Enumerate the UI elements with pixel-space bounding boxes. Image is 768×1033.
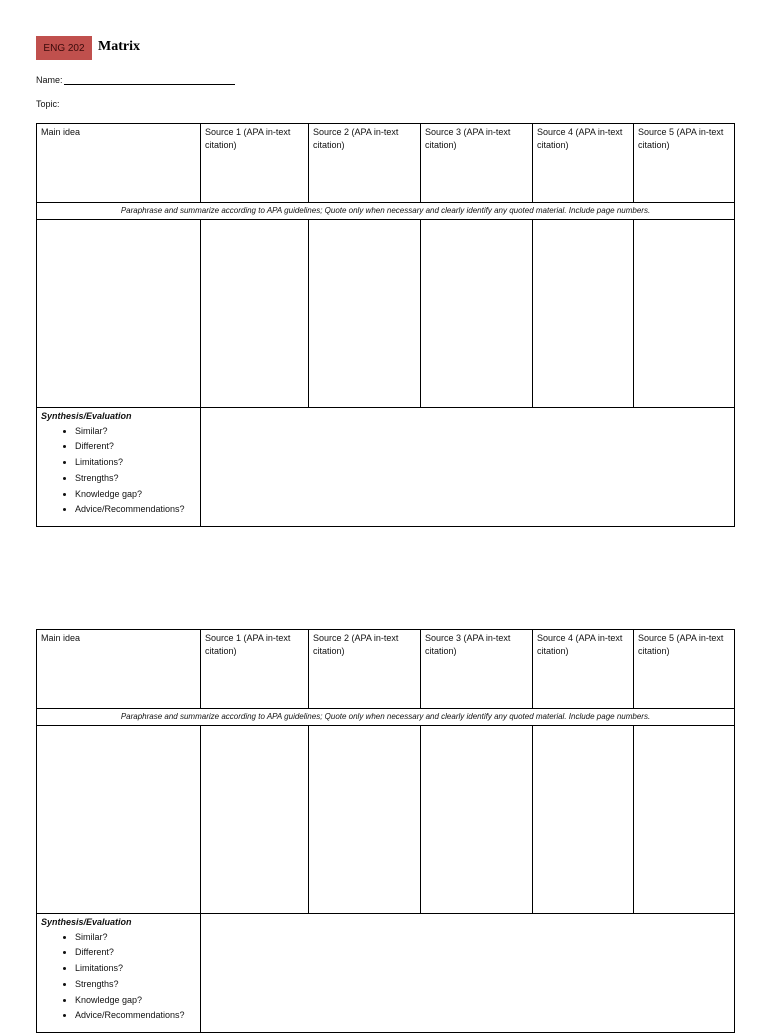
synthesis-item: • Strengths?	[75, 977, 196, 993]
column-header-main-idea: Main idea	[37, 630, 201, 709]
document-title: Matrix	[98, 39, 140, 54]
synthesis-prompt-cell	[37, 913, 201, 1032]
instruction-text: Paraphrase and summarize according to APA guidelines; Quote only when necessary and clearly identify any quoted material. Include page numbers.	[37, 203, 735, 220]
column-header-source-2: Source 2 (APA in-text citation)	[309, 124, 421, 203]
source-4-cell	[533, 725, 634, 913]
synthesis-item: • Limitations?	[75, 961, 196, 977]
synthesis-prompt-cell	[37, 407, 201, 526]
synthesis-response-cell	[201, 913, 735, 1032]
matrix-table	[36, 123, 735, 527]
column-header-source-5: Source 5 (APA in-text citation)	[634, 630, 735, 709]
source-1-cell	[201, 219, 309, 407]
synthesis-item: • Knowledge gap?	[75, 487, 196, 503]
synthesis-item: • Strengths?	[75, 471, 196, 487]
matrix-table	[36, 629, 735, 1033]
synthesis-item: • Advice/Recommendations?	[75, 1008, 196, 1024]
synthesis-title: Synthesis/Evaluation	[41, 410, 132, 421]
source-5-cell	[634, 219, 735, 407]
source-3-cell	[421, 725, 533, 913]
source-2-cell	[309, 219, 421, 407]
synthesis-item: • Similar?	[75, 424, 196, 440]
header-row	[37, 124, 735, 203]
source-3-cell	[421, 219, 533, 407]
column-header-source-2: Source 2 (APA in-text citation)	[309, 630, 421, 709]
source-4-cell	[533, 219, 634, 407]
synthesis-item: • Limitations?	[75, 455, 196, 471]
column-header-source-4: Source 4 (APA in-text citation)	[533, 124, 634, 203]
source-2-cell	[309, 725, 421, 913]
synthesis-item: • Different?	[75, 439, 196, 455]
column-header-source-4: Source 4 (APA in-text citation)	[533, 630, 634, 709]
column-header-source-3: Source 3 (APA in-text citation)	[421, 124, 533, 203]
synthesis-item: • Advice/Recommendations?	[75, 502, 196, 518]
synthesis-row	[37, 913, 735, 1032]
instruction-row	[37, 709, 735, 726]
synthesis-item: • Similar?	[75, 930, 196, 946]
synthesis-response-cell	[201, 407, 735, 526]
source-5-cell	[634, 725, 735, 913]
column-header-source-5: Source 5 (APA in-text citation)	[634, 124, 735, 203]
entry-row	[37, 219, 735, 407]
column-header-source-1: Source 1 (APA in-text citation)	[201, 630, 309, 709]
entry-row	[37, 725, 735, 913]
synthesis-row	[37, 407, 735, 526]
header-row	[37, 630, 735, 709]
synthesis-list	[41, 930, 196, 1025]
column-header-main-idea: Main idea	[37, 124, 201, 203]
name-blank-line	[64, 75, 235, 85]
instruction-row	[37, 203, 735, 220]
name-label: Name:	[36, 75, 63, 85]
synthesis-list	[41, 424, 196, 519]
source-1-cell	[201, 725, 309, 913]
column-header-source-3: Source 3 (APA in-text citation)	[421, 630, 533, 709]
column-header-source-1: Source 1 (APA in-text citation)	[201, 124, 309, 203]
synthesis-item: • Different?	[75, 945, 196, 961]
synthesis-title: Synthesis/Evaluation	[41, 916, 132, 927]
main-idea-cell	[37, 219, 201, 407]
synthesis-item: • Knowledge gap?	[75, 993, 196, 1009]
name-field	[36, 75, 235, 85]
topic-label: Topic:	[36, 99, 60, 109]
course-badge: ENG 202	[36, 36, 92, 60]
instruction-text: Paraphrase and summarize according to APA guidelines; Quote only when necessary and clearly identify any quoted material. Include page numbers.	[37, 709, 735, 726]
main-idea-cell	[37, 725, 201, 913]
